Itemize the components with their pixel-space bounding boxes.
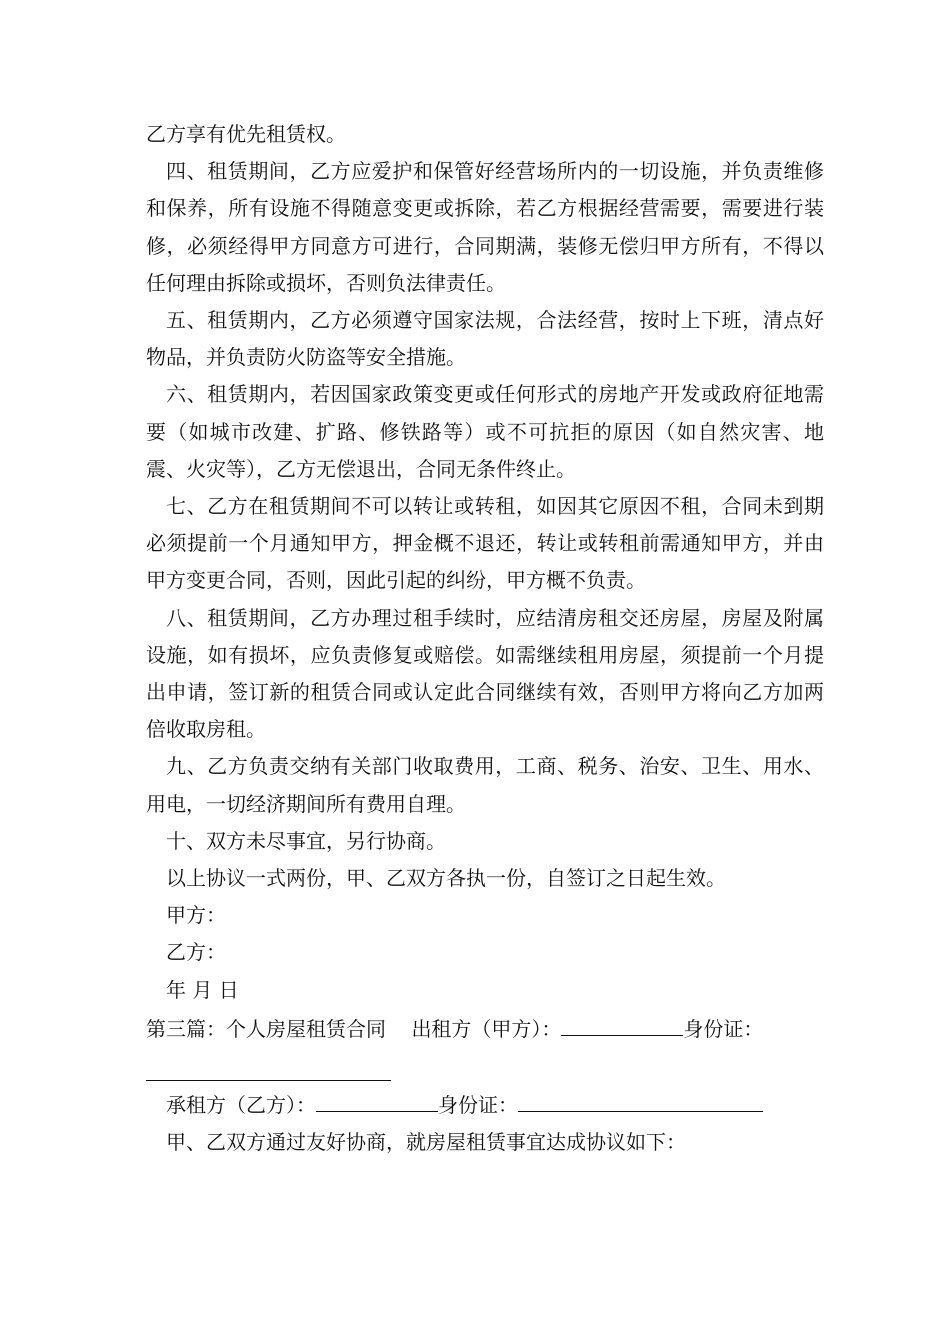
paragraph-clause-6: 六、租赁期内，若因国家政策变更或任何形式的房地产开发或政府征地需要（如城市改建、扩路、修铁路等）或不可抗拒的原因（如自然灾害、地震、火灾等），乙方无偿退出，合同无条件终止。 [146,382,824,481]
agreement-intro: 甲、乙双方通过友好协商，就房屋租赁事宜达成协议如下： [166,1130,686,1155]
paragraph-clause-9: 九、乙方负责交纳有关部门收取费用，工商、税务、治安、卫生、用水、用电，一切经济期间所有费用自理。 [146,754,824,816]
lessee-id-label: 身份证： [438,1093,518,1118]
lessee-name-blank[interactable] [316,1085,438,1112]
paragraph-priority-lease: 乙方享有优先租赁权。 [146,122,346,146]
signature-date: 年 月 日 [166,977,239,1002]
signature-party-a: 甲方： [166,903,226,928]
lessor-label: 出租方（甲方）： [411,1016,562,1041]
paragraph-effective: 以上协议一式两份，甲、乙双方各执一份，自签订之日起生效。 [166,866,726,891]
lessor-id-blank[interactable] [146,1054,391,1081]
paragraph-clause-7: 七、乙方在租赁期间不可以转让或转租，如因其它原因不租，合同未到期必须提前一个月通知甲方，押金概不退还，转让或转租前需通知甲方，并由甲方变更合同，否则，因此引起的纠纷，甲方概不负责。 [146,494,824,593]
lessor-id-label: 身份证： [683,1016,764,1041]
paragraph-clause-8: 八、租赁期间，乙方办理过租手续时，应结清房租交还房屋，房屋及附属设施，如有损坏，应负责修复或赔偿。如需继续租用房屋，须提前一个月提出申请，签订新的租赁合同或认定此合同继续有效，否则甲方将向乙方加两倍收取房租。 [146,605,824,742]
signature-party-b: 乙方： [166,940,226,965]
lessor-name-blank[interactable] [561,1009,683,1036]
lessee-line [146,1085,824,1124]
lessee-label: 承租方（乙方）： [166,1093,316,1118]
section3-header-line [146,1009,824,1048]
paragraph-clause-4: 四、租赁期间，乙方应爱护和保管好经营场所内的一切设施，并负责维修和保养，所有设施不得随意变更或拆除，若乙方根据经营需要，需要进行装修，必须经得甲方同意方可进行，合同期满，装修无偿归甲方所有，不得以任何理由拆除或损坏，否则负法律责任。 [146,159,824,295]
paragraph-clause-5: 五、租赁期内，乙方必须遵守国家法规，合法经营，按时上下班，清点好物品，并负责防火防盗等安全措施。 [146,308,824,370]
lessee-id-blank[interactable] [518,1085,763,1112]
section3-heading: 第三篇：个人房屋租赁合同 [146,1016,386,1041]
document-body [146,116,824,1162]
lessor-id-line [146,1048,824,1085]
paragraph-clause-10: 十、双方未尽事宜，另行协商。 [166,828,446,853]
